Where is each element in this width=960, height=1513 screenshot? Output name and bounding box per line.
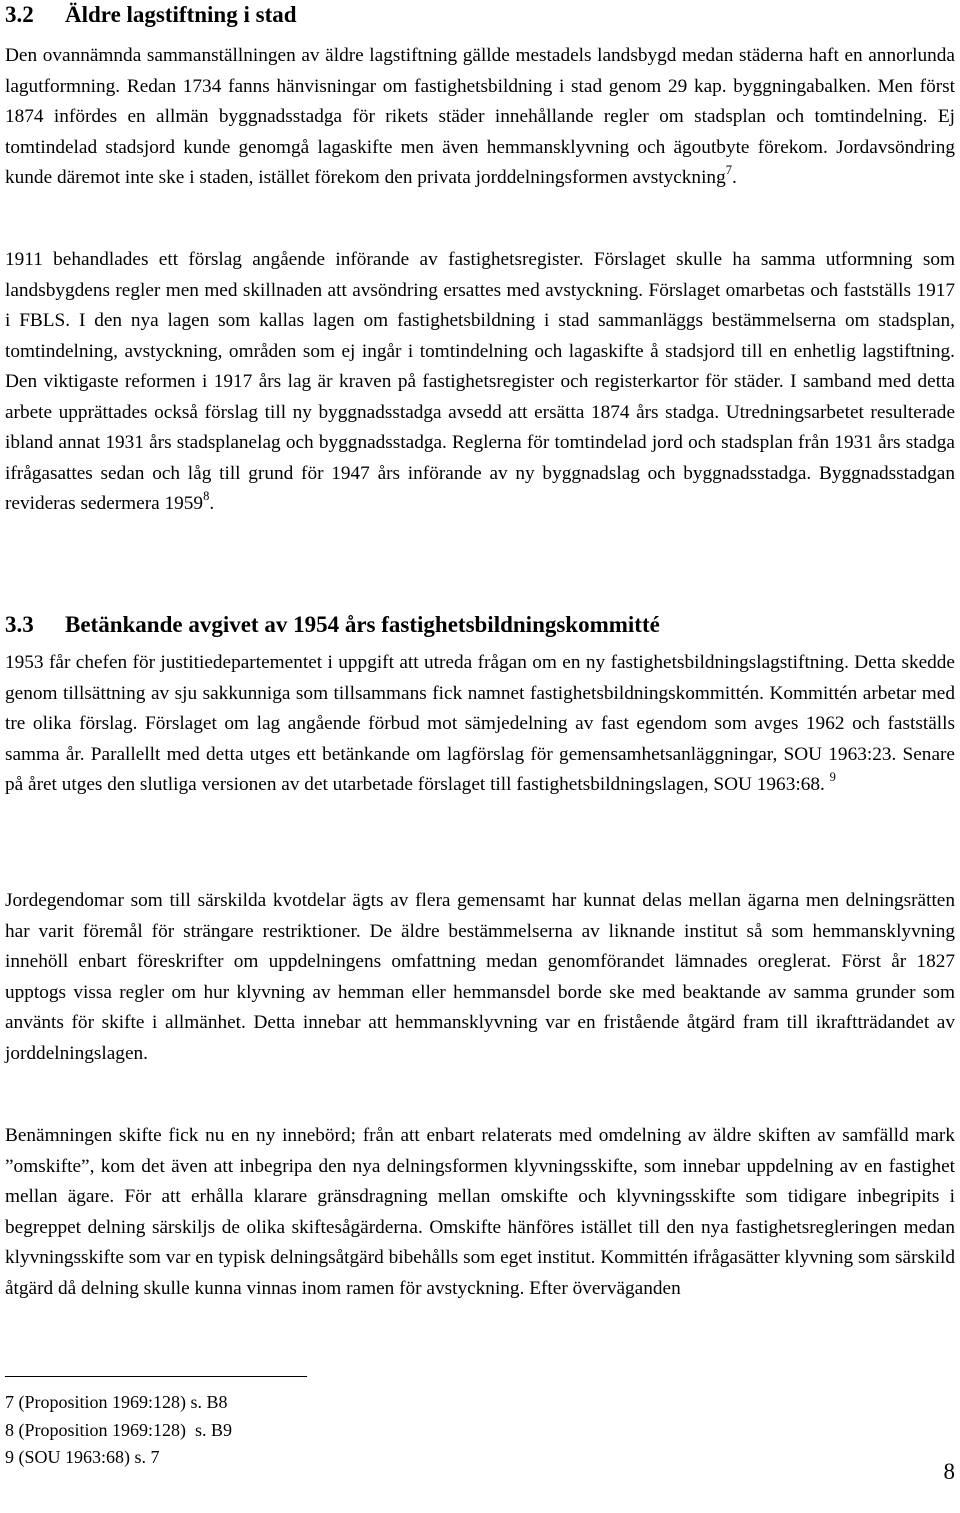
- page-number: 8: [943, 1459, 955, 1484]
- footnote: 8 (Proposition 1969:128) s. B9: [5, 1419, 233, 1440]
- section-heading: [5, 0, 297, 30]
- paragraph: [5, 245, 955, 520]
- paragraph-text: Den ovannämnda sammanställningen av äldre lagstiftning gällde mestadels landsbygd medan städerna haft en annorlunda lagutformning. Redan 1734 fanns hänvisningar om fastighetsbildning i stad genom 29 kap. byggningabalken. Men först 1874 infördes en allmän byggnadsstadga för rikets städer innehållande regler om stadsplan och tomtindelning. Ej tomtindelad stadsjord kunde genomgå lagaskifte men även hemmansklyvning och ägoutbyte förekom. Jordavsöndring kunde däremot inte ske i staden, istället förekom den privata jorddelningsformen avstyckning: [5, 45, 955, 188]
- paragraph-text: .: [731, 167, 737, 188]
- paragraph-text: 1911 behandlades ett förslag angående införande av fastighetsregister. Förslaget skulle ha samma utformning som landsbygdens regler men med skillnaden att avsöndring ersattes med avstyckning. Förslaget omarbetas och fastställs 1917 i FBLS. I den nya lagen som kallas lagen om fastighetsbildning i stad sammanläggs bestämmelserna om stadsplan, tomtindelning, avstyckning, områden som ej ingår i tomtindelning och lagaskifte å stadsjord till en enhetlig lagstiftning. Den viktigaste reformen i 1917 års lag är kraven på fastighetsregister och registerkartor för städer. I samband med detta arbete upprättades också förslag till ny byggnadsstadga avsedd att ersätta 1874 års stadga. Utredningsarbetet resulterade ibland annat 1931 års stadsplanelag och byggnadsstadga. Reglerna för tomtindelad jord och stadsplan från 1931 års stadga ifrågasattes sedan och låg till grund för 1947 års införande av ny byggnadslag och byggnadsstadga. Byggnadsstadgan revideras sedermera 1959: [5, 249, 955, 514]
- section-heading: [5, 610, 660, 640]
- footnote: 9 (SOU 1963:68) s. 7: [5, 1447, 160, 1467]
- footnote-marker: 9: [829, 770, 836, 784]
- section-number: 3.3: [5, 612, 34, 637]
- paragraph: Jordegendomar som till särskilda kvotdelar ägts av flera gemensamt har kunnat delas mellan ägarna men delningsrätten har varit föremål för strängare restriktioner. De äldre bestämmelserna av liknande institut så som hemmansklyvning innehöll enbart föreskrifter om uppdelningens omfattning medan genomförandet lämnades oreglerat. Först år 1827 upptogs vissa regler om hur klyvning av hemman eller hemmansdel borde ske med beaktande av samma grunder som använts för skifte i allmänhet. Detta innebar att hemmansklyvning var en fristående åtgärd fram till ikraftträdandet av jorddelningslagen.: [5, 890, 955, 1064]
- footnote: 7 (Proposition 1969:128) s. B8: [5, 1392, 228, 1412]
- footnotes: [5, 1389, 605, 1472]
- paragraph: [5, 648, 955, 801]
- footnote-marker: 7: [725, 163, 732, 177]
- footnote-marker: 8: [203, 489, 210, 503]
- section-title: Äldre lagstiftning i stad: [65, 2, 297, 27]
- paragraph-text: 1953 får chefen för justitiedepartementet i uppgift att utreda frågan om en ny fastighetsbildningslagstiftning. Detta skedde genom tillsättning av sju sakkunniga som tillsammans fick namnet fastighetsbildningskommittén. Kommittén arbetar med tre olika förslag. Förslaget om lag angående förbud mot sämjedelning av fast egendom som avges 1962 och fastställs samma år. Parallellt med detta utges ett betänkande om lagförslag för gemensamhetsanläggningar, SOU 1963:23. Senare på året utges den slutliga versionen av det utarbetade förslaget till fastighetsbildningslagen, SOU 1963:68.: [5, 652, 955, 795]
- paragraph: [5, 41, 955, 194]
- paragraph-text: .: [209, 493, 215, 514]
- section-number: 3.2: [5, 2, 34, 27]
- footnote-separator: [5, 1376, 307, 1377]
- section-title: Betänkande avgivet av 1954 års fastighetsbildningskommitté: [65, 612, 660, 637]
- paragraph: Benämningen skifte fick nu en ny innebörd; från att enbart relaterats med omdelning av äldre skiften av samfälld mark ”omskifte”, kom det även att inbegripa den nya delningsformen klyvningsskifte, som innebar uppdelning av en fastighet mellan ägare. För att erhålla klarare gränsdragning mellan omskifte och klyvningsskifte som tidigare inbegripits i begreppet delning särskiljs de olika skiftesågärderna. Omskifte hänföres istället till den nya fastighetsregleringen medan klyvningsskifte som var en typisk delningsåtgärd bibehålls som eget institut. Kommittén ifrågasätter klyvning som särskild åtgärd då delning skulle kunna vinnas inom ramen för avstyckning. Efter överväganden: [5, 1125, 955, 1299]
